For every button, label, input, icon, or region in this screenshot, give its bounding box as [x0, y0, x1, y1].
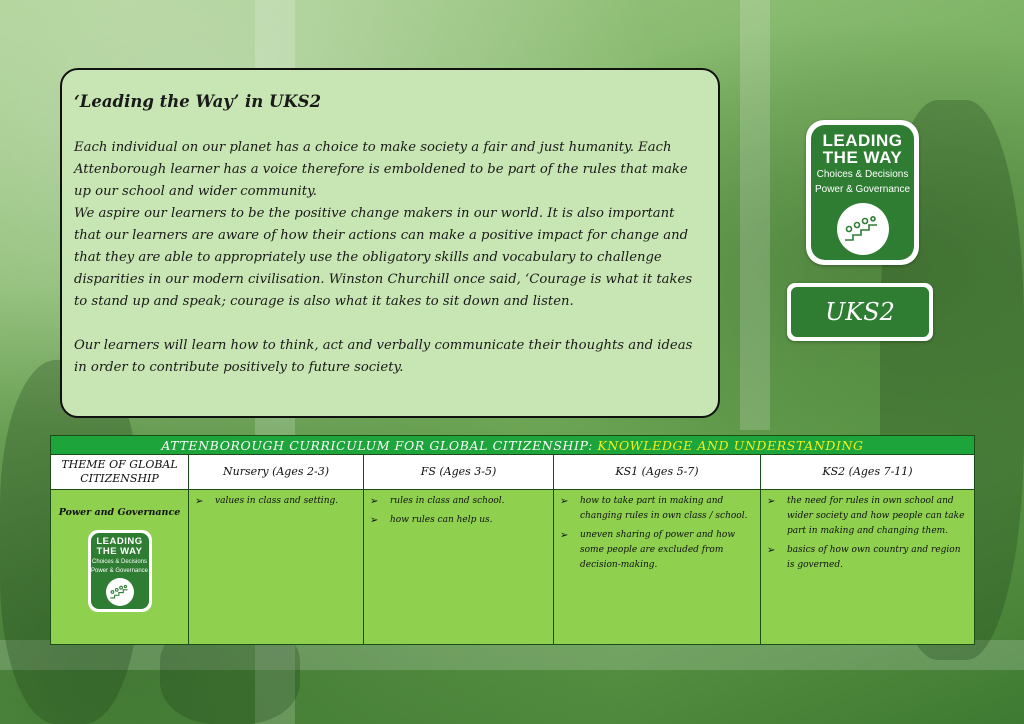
badge-small-subtitle-1: Choices & Decisions [91, 559, 148, 565]
list-item: ➢ values in class and setting. [193, 494, 359, 509]
badge-subtitle-1: Choices & Decisions [816, 169, 909, 180]
header-fs: FS (Ages 3-5) [364, 455, 554, 490]
nursery-cell [189, 490, 364, 645]
table-header-row [51, 455, 975, 490]
intro-paragraph-2: We aspire our learners to be the positive change makers in our world. It is also important that our learners are aware of how their actions can make a positive impact for change and that they are able to appropriately use the obligatory skills and vocabulary to challenge disparities in our modern civilisation. Winston Churchill once said, ‘Courage is what it takes to stand up and speak; courage is also what it takes to sit down and listen. [74, 206, 693, 309]
header-ks2: KS2 (Ages 7-11) [761, 455, 975, 490]
header-nursery: Nursery (Ages 2-3) [189, 455, 364, 490]
fs-cell [364, 490, 554, 645]
badge-small-subtitle-2: Power & Governance [90, 568, 149, 574]
badge-subtitle-2: Power & Governance [814, 184, 911, 195]
header-theme: THEME OF GLOBAL CITIZENSHIP [51, 455, 189, 490]
intro-paragraph-3: Our learners will learn how to think, act and verbally communicate their thoughts and ideas in order to contribute positively to future society. [74, 338, 693, 375]
people-steps-icon [106, 578, 134, 606]
intro-title: ‘Leading the Way’ in UKS2 [74, 92, 322, 111]
list-item: ➢ how to take part in making and changing rules in own class / school. [558, 494, 756, 524]
table-banner [51, 436, 975, 455]
intro-panel [60, 68, 720, 418]
list-item: ➢ how rules can help us. [368, 513, 549, 528]
background-beam [740, 0, 770, 430]
leading-the-way-badge [806, 120, 919, 265]
table-row [51, 490, 975, 645]
list-item: ➢ rules in class and school. [368, 494, 549, 509]
people-steps-icon [837, 203, 889, 255]
intro-paragraph-1: Each individual on our planet has a choice to make society a fair and just humanity. Each Attenborough learner has a voice therefore is emboldened to be part of the rules that make up our school and wider community. [74, 140, 688, 199]
list-item: ➢ uneven sharing of power and how some people are excluded from decision-making. [558, 528, 756, 573]
ks1-cell [554, 490, 761, 645]
badge-small-title: LEADING THE WAY [96, 536, 143, 557]
leading-the-way-badge-small [88, 530, 152, 612]
list-item: ➢ basics of how own country and region is governed. [765, 543, 970, 573]
stage-label-text: UKS2 [791, 287, 929, 337]
curriculum-table [50, 435, 975, 645]
theme-cell [51, 490, 189, 645]
list-item: ➢ the need for rules in own school and wider society and how people can take part in making and changing them. [765, 494, 970, 539]
ks2-cell [761, 490, 975, 645]
theme-label: Power and Governance [58, 507, 181, 518]
badge-title: LEADING THE WAY [822, 131, 903, 167]
banner-highlight-text: KNOWLEDGE AND UNDERSTANDING [597, 437, 864, 453]
stage-label [787, 283, 933, 341]
header-ks1: KS1 (Ages 5-7) [554, 455, 761, 490]
banner-main-text: ATTENBOROUGH CURRICULUM FOR GLOBAL CITIZENSHIP: [161, 437, 598, 453]
